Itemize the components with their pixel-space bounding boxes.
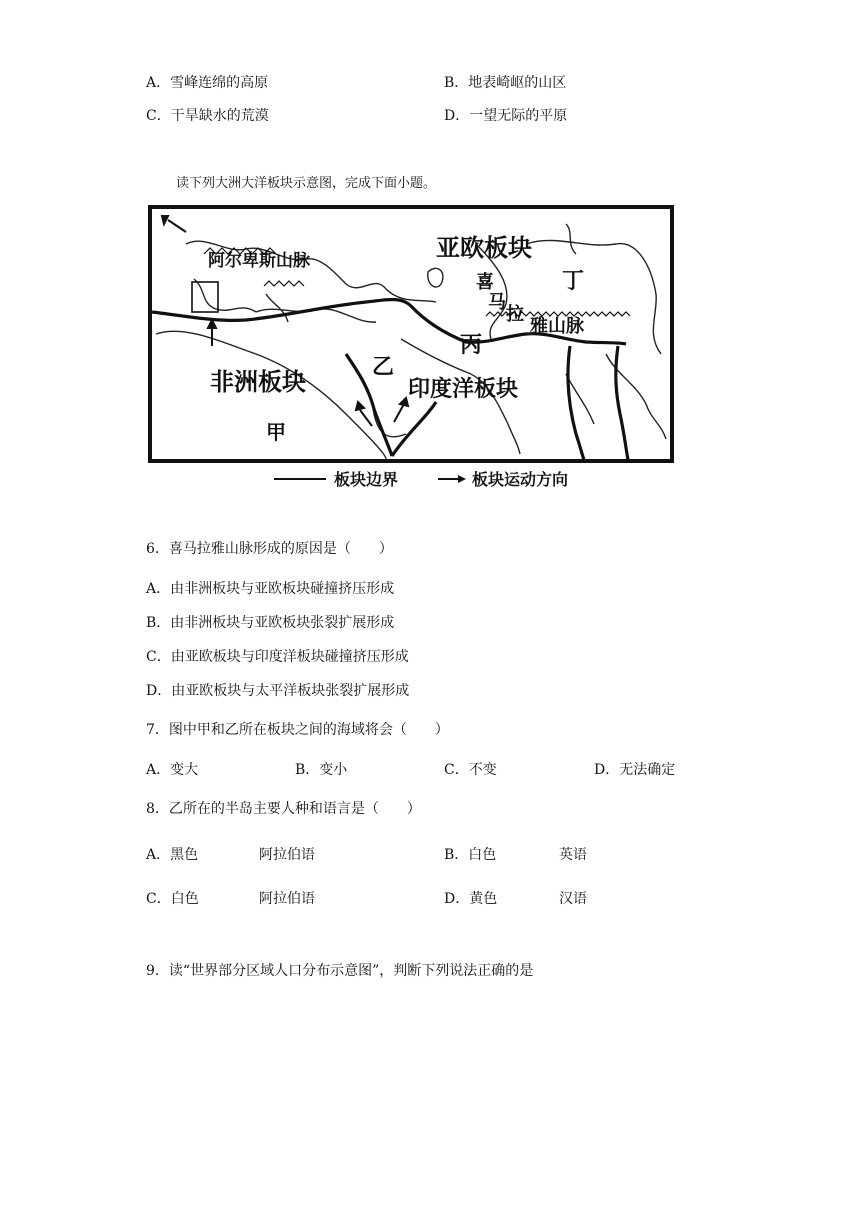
q8-option-c-language: 阿拉伯语 <box>259 891 315 907</box>
q5-option-d: D．一望无际的平原 <box>444 108 568 124</box>
q5-option-b: B．地表崎岖的山区 <box>444 75 567 91</box>
q5-option-c: C．干旱缺水的荒漠 <box>146 108 269 124</box>
q6-option-a: A．由非洲板块与亚欧板块碰撞挤压形成 <box>146 581 395 597</box>
label-alps: 阿尔卑斯山脉 <box>208 251 310 271</box>
q5-option-a: A．雪峰连绵的高原 <box>146 75 269 91</box>
label-africa-plate: 非洲板块 <box>210 368 306 396</box>
q8-option-d-label: D．黄色 <box>444 891 498 907</box>
q8-option-a-language: 阿拉伯语 <box>259 847 315 863</box>
label-ding: 丁 <box>562 269 585 294</box>
label-himalaya-4: 雅山脉 <box>530 316 584 337</box>
legend-arrow-head <box>458 475 466 483</box>
q7-option-b: B．变小 <box>295 762 348 778</box>
q6-option-b: B．由非洲板块与亚欧板块张裂扩展形成 <box>146 615 395 631</box>
q8-option-b-language: 英语 <box>559 847 587 863</box>
q8-option-c-label: C．白色 <box>146 891 199 907</box>
label-jia: 甲 <box>266 420 286 444</box>
q8-option-b-label: B．白色 <box>444 847 497 863</box>
label-indian-plate: 印度洋板块 <box>408 377 519 402</box>
map-legend <box>274 470 568 489</box>
q7-stem: 7．图中甲和乙所在板块之间的海域将会（ ） <box>146 722 449 738</box>
q7-option-a: A．变大 <box>146 762 199 778</box>
q8-option-a-label: A．黑色 <box>146 847 199 863</box>
label-himalaya-2: 马 <box>488 292 506 313</box>
plate-map-svg <box>146 204 678 490</box>
q8-stem: 8．乙所在的半岛主要人种和语言是（ ） <box>146 801 421 817</box>
q7-option-c: C．不变 <box>444 762 497 778</box>
q6-option-d: D．由亚欧板块与太平洋板块张裂扩展形成 <box>146 683 410 699</box>
q7-option-d: D．无法确定 <box>594 762 676 778</box>
q6-stem: 6．喜马拉雅山脉形成的原因是（ ） <box>146 541 393 557</box>
legend-direction-label: 板块运动方向 <box>472 470 569 489</box>
q6-option-c: C．由亚欧板块与印度洋板块碰撞挤压形成 <box>146 649 409 665</box>
q8-option-d-language: 汉语 <box>559 891 587 907</box>
legend-boundary-label: 板块边界 <box>334 470 399 489</box>
q9-stem: 9．读“世界部分区域人口分布示意图”，判断下列说法正确的是 <box>146 963 534 979</box>
intro-text: 读下列大洲大洋板块示意图，完成下面小题。 <box>176 176 437 191</box>
label-yi: 乙 <box>372 355 395 380</box>
label-bing: 丙 <box>460 333 483 358</box>
plate-map-figure <box>146 204 678 490</box>
label-eurasia-plate: 亚欧板块 <box>436 234 532 262</box>
label-himalaya-1: 喜 <box>476 272 494 293</box>
label-himalaya-3: 拉 <box>506 304 524 325</box>
